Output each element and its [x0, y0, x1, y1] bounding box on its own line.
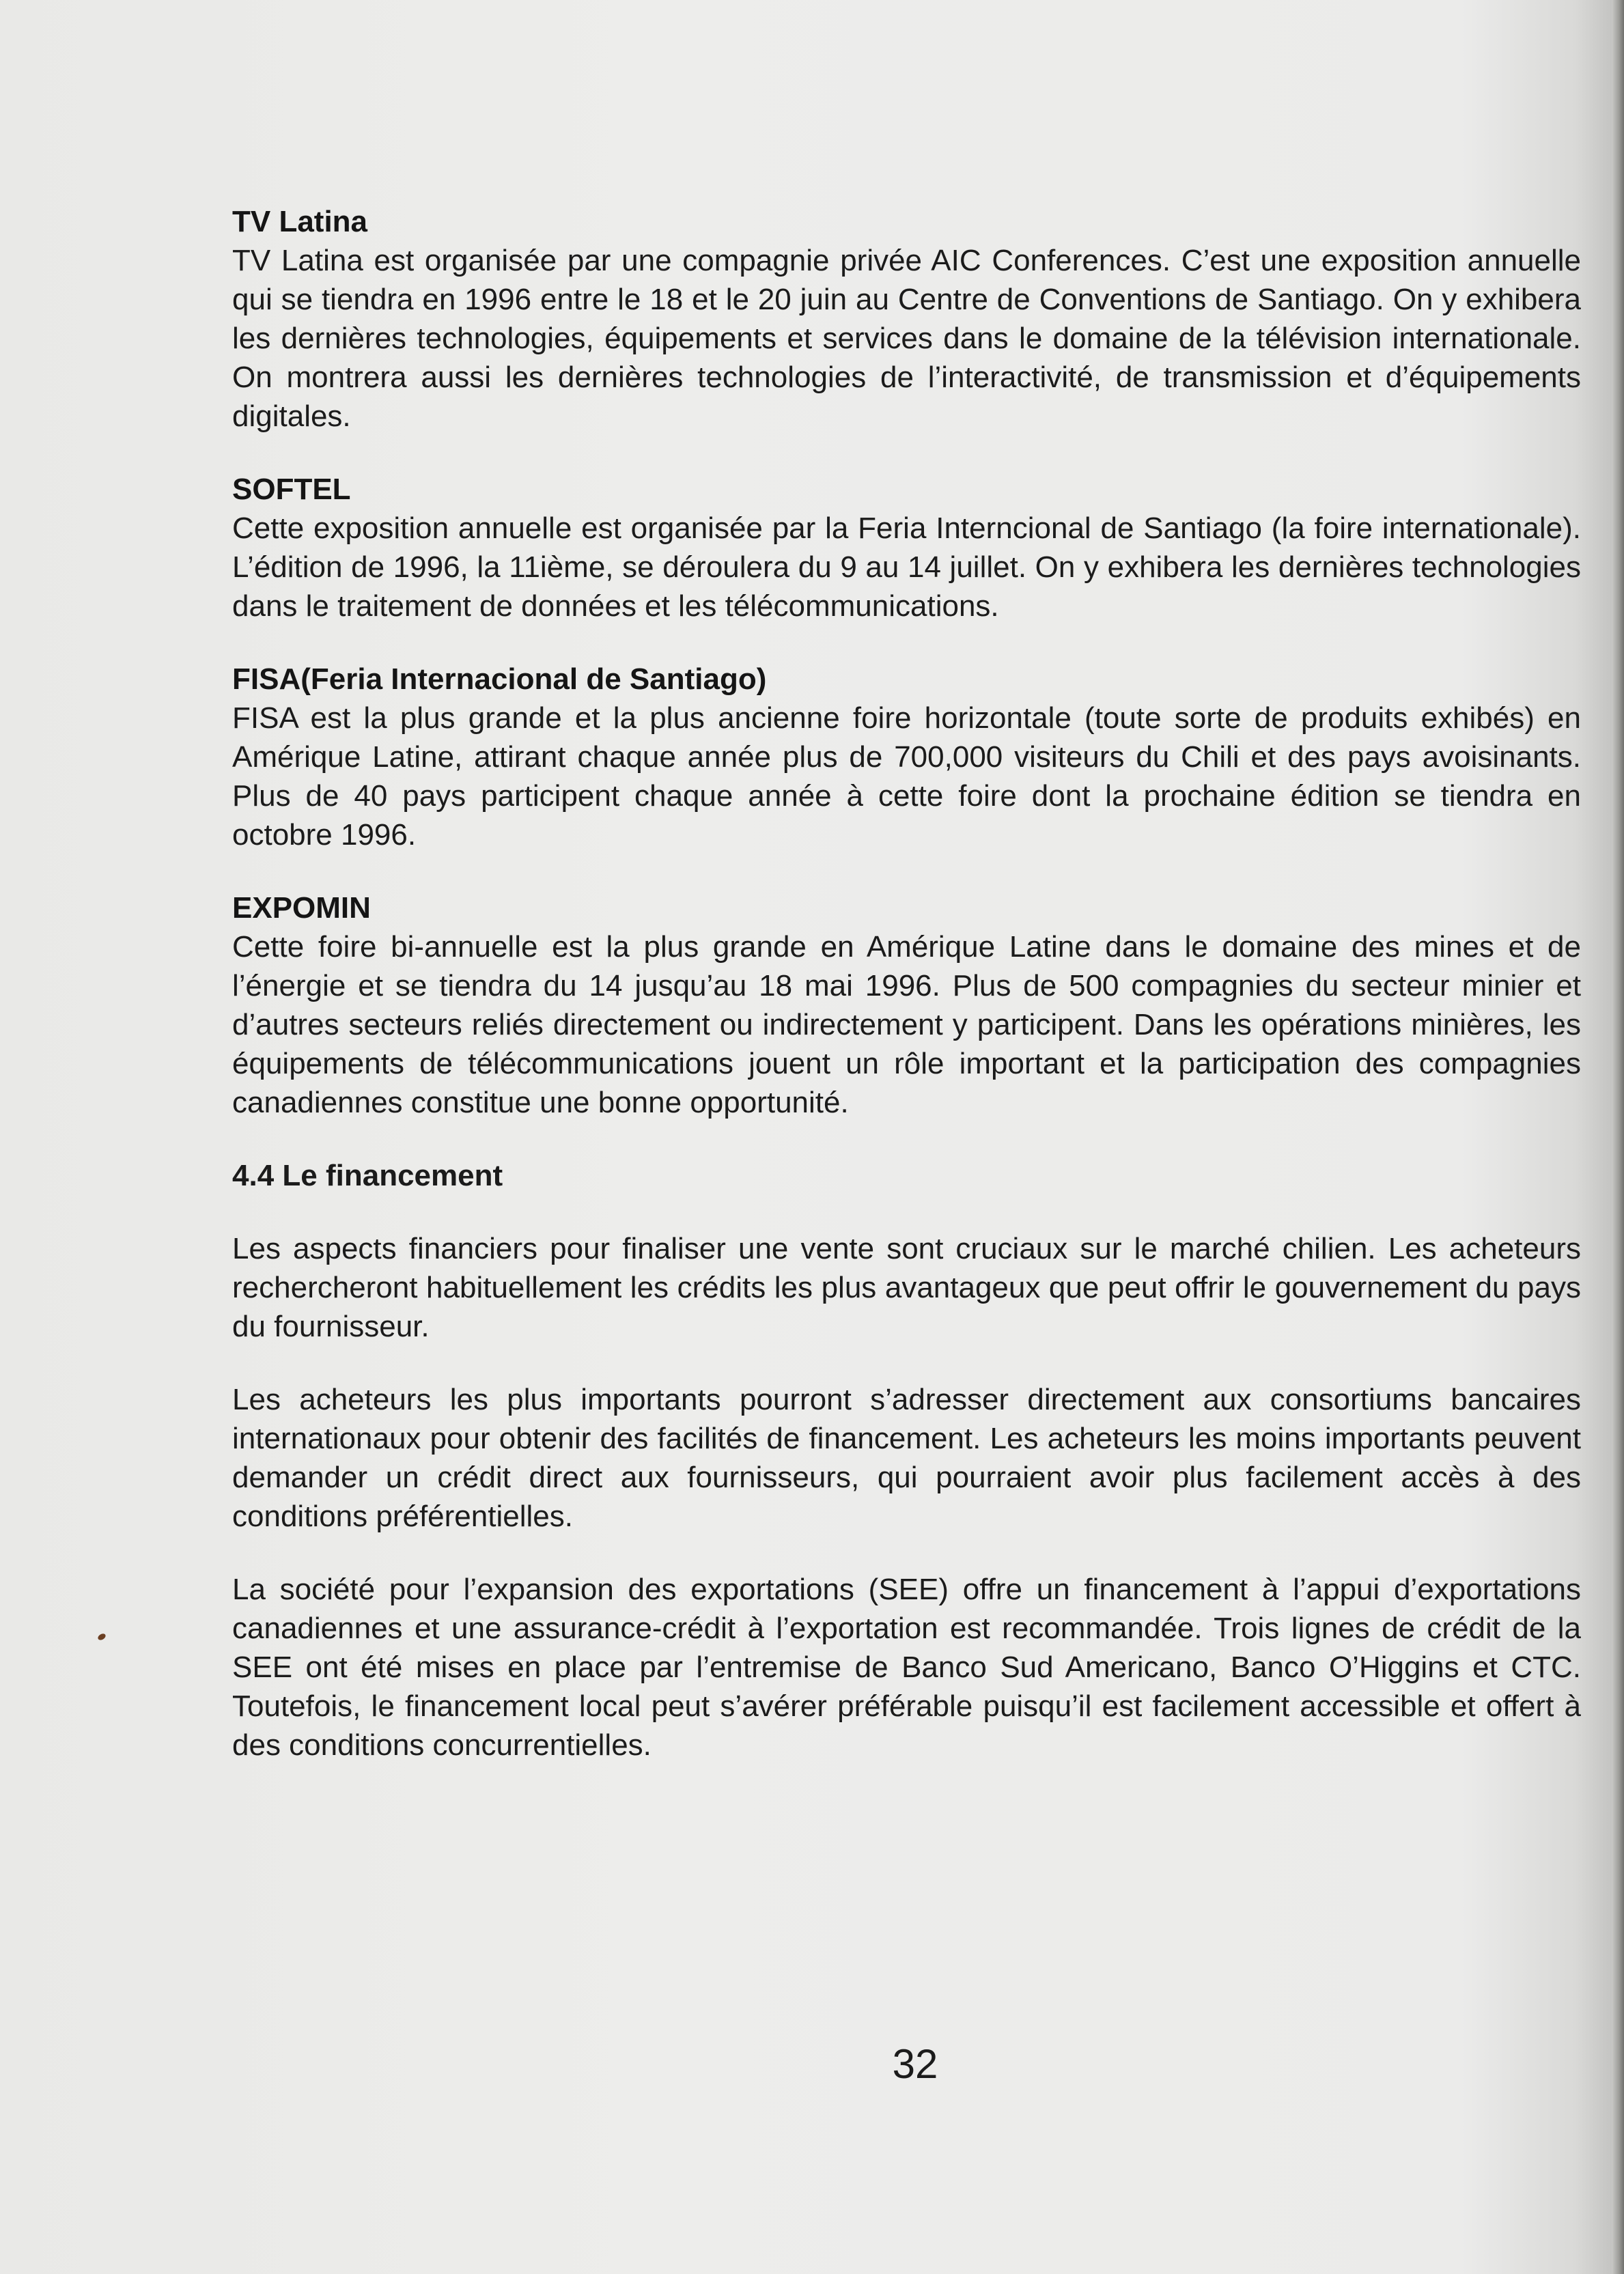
section-body: TV Latina est organisée par une compagnie privée AIC Conferences. C’est une exposition annuelle qui se tiendra en 1996 entre le 18 et le 20 juin au Centre de Conventions de Santiago. On y exhibera les dernières technologies, équipements et services dans le domaine de la télévision internationale. On montrera aussi les dernières technologies de l’interactivité, de transmission et d’équipements digitales.	[232, 244, 1581, 433]
section-heading: EXPOMIN	[232, 891, 371, 925]
section-heading: SOFTEL	[232, 473, 351, 506]
section-heading: TV Latina	[232, 205, 368, 238]
section-body: FISA est la plus grande et la plus ancienne foire horizontale (toute sorte de produits exhibés) en Amérique Latine, attirant chaque année plus de 700,000 visiteurs du Chili et des pays avoisinants. Plus de 40 pays participent chaque année à cette foire dont la prochaine édition se tiendra en octobre 1996.	[232, 701, 1581, 852]
section-tv-latina	[232, 202, 1581, 436]
section-body: Cette exposition annuelle est organisée par la Feria Interncional de Santiago (la foire internationale). L’édition de 1996, la 11ième, se déroulera du 9 au 14 juillet. On y exhibera les dernières technologies dans le traitement de données et les télécommunications.	[232, 511, 1581, 623]
section-fisa	[232, 660, 1581, 854]
financing-paragraph: Les aspects financiers pour finaliser une vente sont cruciaux sur le marché chilien. Les acheteurs rechercheront habituellement les crédits les plus avantageux que peut offrir le gouvernement du pays du fournisseur.	[232, 1232, 1581, 1343]
section-softel	[232, 470, 1581, 626]
page-number: 32	[892, 2041, 938, 2087]
page-content	[232, 202, 1581, 1799]
financing-paragraph: Les acheteurs les plus importants pourront s’adresser directement aux consortiums bancaires internationaux pour obtenir des facilités de financement. Les acheteurs les moins importants peuvent demander un crédit direct aux fournisseurs, qui pourraient avoir plus facilement accès à des conditions préférentielles.	[232, 1383, 1581, 1533]
section-body: Cette foire bi-annuelle est la plus grande en Amérique Latine dans le domaine des mines et de l’énergie et se tiendra du 14 jusqu’au 18 mai 1996. Plus de 500 compagnies du secteur minier et d’autres secteurs reliés directement ou indirectement y participent. Dans les opérations minières, les équipements de télécommunications jouent un rôle important et la participation des compagnies canadiennes constitue une bonne opportunité.	[232, 930, 1581, 1119]
section-heading: FISA(Feria Internacional de Santiago)	[232, 662, 767, 696]
paper-speck	[97, 1633, 107, 1642]
financing-paragraph: La société pour l’expansion des exportations (SEE) offre un financement à l’appui d’exportations canadiennes et une assurance-crédit à l’exportation est recommandée. Trois lignes de crédit de la SEE ont été mises en place par l’entremise de Banco Sud Americano, Banco O’Higgins et CTC. Toutefois, le financement local peut s’avérer préférable puisqu’il est facilement accessible et offert à des conditions concurrentielles.	[232, 1573, 1581, 1762]
financing-heading: 4.4 Le financement	[232, 1159, 503, 1192]
page-edge-shadow	[1612, 0, 1624, 2274]
section-expomin	[232, 888, 1581, 1122]
